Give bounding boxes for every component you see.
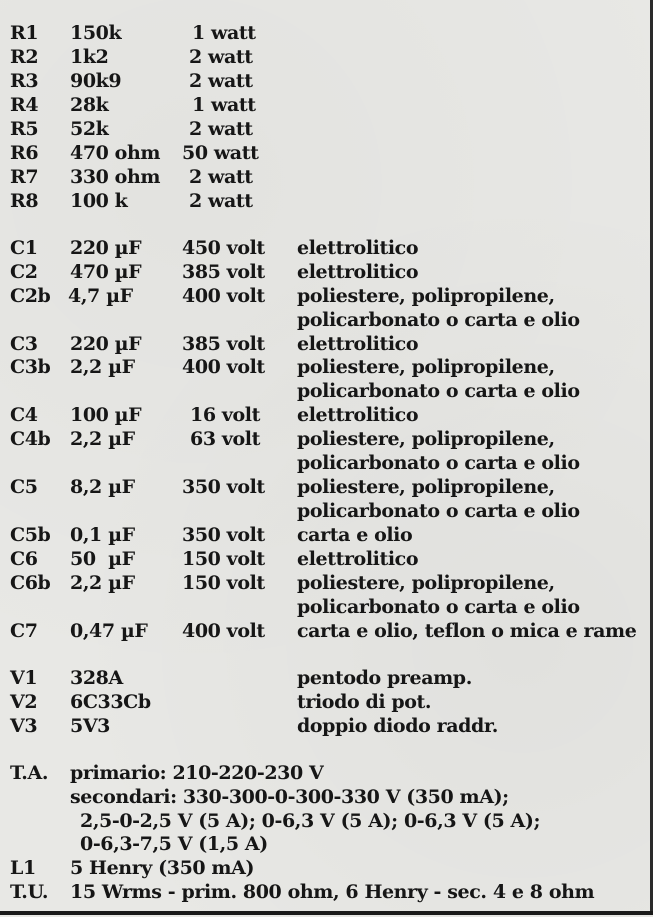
part-description: poliestere, polipropilene, <box>297 356 555 378</box>
part-description: doppio diodo raddr. <box>297 715 498 737</box>
part-rating: 150 volt <box>182 548 265 570</box>
part-rating: 2 watt <box>189 46 253 68</box>
part-ref: R1 <box>10 22 39 44</box>
part-ref: V1 <box>10 667 38 689</box>
part-value: 328A <box>70 667 123 689</box>
ta-secondary-3: 0-6,3-7,5 V (1,5 A) <box>80 833 268 855</box>
tu-label: T.U. <box>10 881 49 903</box>
part-ref: R8 <box>10 190 39 212</box>
part-ref: R7 <box>10 166 39 188</box>
part-ref: R6 <box>10 142 39 164</box>
l1-text: 5 Henry (350 mA) <box>70 857 255 879</box>
part-description: carta e olio, teflon o mica e rame <box>297 620 637 642</box>
part-value: 0,47 µF <box>70 620 148 642</box>
part-ref: V2 <box>10 691 38 713</box>
part-ref: C7 <box>10 620 38 642</box>
part-ref: C3 <box>10 333 38 355</box>
ta-secondary-1: secondari: 330-300-0-300-330 V (350 mA); <box>70 786 509 808</box>
part-value: 2,2 µF <box>70 572 135 594</box>
part-rating: 150 volt <box>182 572 265 594</box>
part-ref: C4b <box>10 428 51 450</box>
ta-primary: primario: 210-220-230 V <box>70 762 324 784</box>
part-ref: R4 <box>10 94 39 116</box>
part-ref: C5 <box>10 476 38 498</box>
part-ref: R3 <box>10 70 39 92</box>
part-rating: 400 volt <box>182 356 265 378</box>
part-ref: C6 <box>10 548 38 570</box>
ta-secondary-2: 2,5-0-2,5 V (5 A); 0-6,3 V (5 A); 0-6,3 V (5 A); <box>80 810 541 832</box>
part-description: triodo di pot. <box>297 691 432 713</box>
part-rating: 450 volt <box>182 237 265 259</box>
part-rating: 1 watt <box>192 22 256 44</box>
part-value: 6C33Cb <box>70 691 151 713</box>
part-rating: 385 volt <box>182 261 265 283</box>
part-description: elettrolitico <box>297 261 419 283</box>
part-value: 220 µF <box>70 333 142 355</box>
part-ref: R2 <box>10 46 39 68</box>
part-value: 100 k <box>70 190 128 212</box>
part-value: 90k9 <box>70 70 122 92</box>
part-value: 4,7 µF <box>68 285 133 307</box>
frame-bottom-border <box>0 911 653 915</box>
part-rating: 400 volt <box>182 620 265 642</box>
part-rating: 63 volt <box>190 428 260 450</box>
part-value: 8,2 µF <box>70 476 135 498</box>
part-description: elettrolitico <box>297 237 419 259</box>
part-ref: C6b <box>10 572 51 594</box>
part-value: 0,1 µF <box>70 524 135 546</box>
part-rating: 2 watt <box>189 190 253 212</box>
part-rating: 50 watt <box>182 142 259 164</box>
part-ref: C2 <box>10 261 38 283</box>
part-ref: C1 <box>10 237 38 259</box>
part-description-continued: policarbonato o carta e olio <box>297 380 580 402</box>
part-value: 220 µF <box>70 237 142 259</box>
part-rating: 2 watt <box>189 166 253 188</box>
part-description: poliestere, polipropilene, <box>297 428 555 450</box>
part-value: 330 ohm <box>70 166 161 188</box>
part-value: 1k2 <box>70 46 109 68</box>
part-rating: 1 watt <box>192 94 256 116</box>
part-rating: 2 watt <box>189 70 253 92</box>
part-rating: 385 volt <box>182 333 265 355</box>
part-rating: 2 watt <box>189 118 253 140</box>
part-value: 28k <box>70 94 109 116</box>
part-description-continued: policarbonato o carta e olio <box>297 452 580 474</box>
part-ref: R5 <box>10 118 39 140</box>
part-value: 52k <box>70 118 109 140</box>
part-description: carta e olio <box>297 524 413 546</box>
part-description: poliestere, polipropilene, <box>297 476 555 498</box>
part-description-continued: policarbonato o carta e olio <box>297 596 580 618</box>
part-rating: 350 volt <box>182 476 265 498</box>
part-ref: C3b <box>10 356 51 378</box>
part-ref: C5b <box>10 524 51 546</box>
l1-label: L1 <box>10 857 36 879</box>
part-description: poliestere, polipropilene, <box>297 285 555 307</box>
part-rating: 16 volt <box>190 404 260 426</box>
part-value: 470 µF <box>70 261 142 283</box>
part-value: 50 µF <box>70 548 135 570</box>
part-value: 5V3 <box>70 715 110 737</box>
part-value: 100 µF <box>70 404 142 426</box>
part-value: 2,2 µF <box>70 428 135 450</box>
ta-label: T.A. <box>10 762 49 784</box>
part-description: poliestere, polipropilene, <box>297 572 555 594</box>
tu-text: 15 Wrms - prim. 800 ohm, 6 Henry - sec. 4 e 8 ohm <box>70 881 595 903</box>
part-ref: V3 <box>10 715 38 737</box>
part-ref: C4 <box>10 404 38 426</box>
part-value: 2,2 µF <box>70 356 135 378</box>
part-value: 150k <box>70 22 122 44</box>
part-value: 470 ohm <box>70 142 161 164</box>
part-description-continued: policarbonato o carta e olio <box>297 309 580 331</box>
part-description: elettrolitico <box>297 333 419 355</box>
part-description-continued: policarbonato o carta e olio <box>297 500 580 522</box>
part-ref: C2b <box>10 285 51 307</box>
part-description: elettrolitico <box>297 548 419 570</box>
part-rating: 350 volt <box>182 524 265 546</box>
part-rating: 400 volt <box>182 285 265 307</box>
part-description: pentodo preamp. <box>297 667 472 689</box>
part-description: elettrolitico <box>297 404 419 426</box>
